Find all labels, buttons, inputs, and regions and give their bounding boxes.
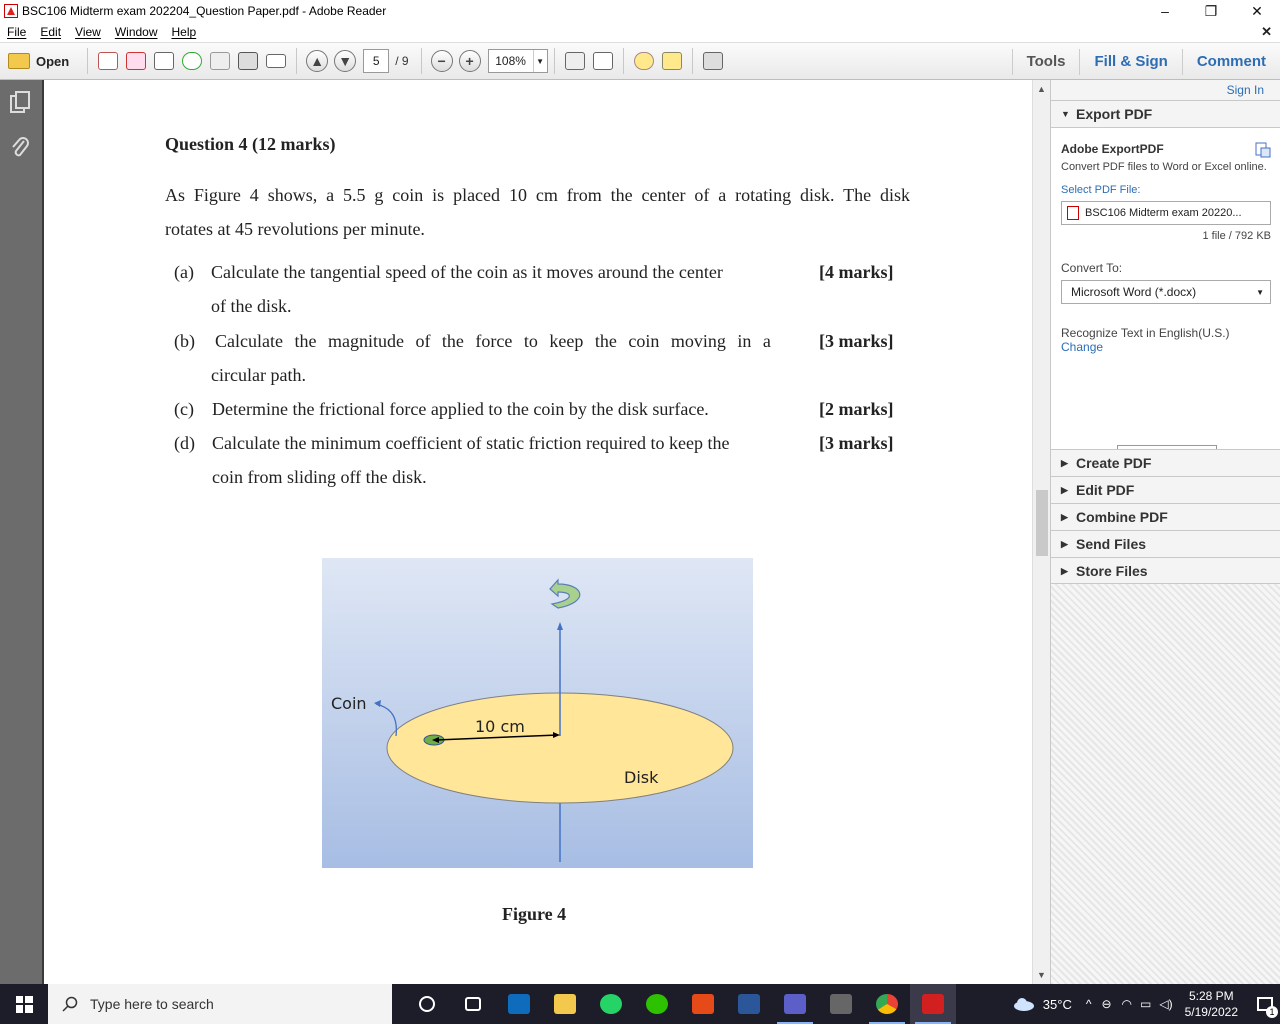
toolbar-divider [692, 48, 693, 74]
coin-pointer-arrowhead [374, 700, 381, 707]
clock-time: 5:28 PM [1188, 989, 1234, 1003]
rotating-disk-diagram [322, 558, 753, 868]
create-pdf-section[interactable] [1051, 449, 1280, 476]
part-text: Calculate the magnitude of the force to keep the coin moving in a [215, 331, 771, 351]
file-explorer-icon[interactable] [542, 984, 588, 1024]
part-label: (c) [174, 399, 194, 419]
toolbar-divider [623, 48, 624, 74]
question-title: Question 4 (12 marks) [165, 134, 336, 154]
edit-pdf-section[interactable] [1051, 476, 1280, 503]
wechat-icon[interactable] [634, 984, 680, 1024]
page-thumbnails-icon[interactable] [8, 90, 32, 114]
section-label: Create PDF [1076, 455, 1152, 471]
disk-label: Disk [624, 768, 659, 787]
page-number-input[interactable]: 5 [363, 49, 389, 73]
pdf-file-icon [1067, 206, 1079, 220]
system-tray [1013, 984, 1280, 1024]
fit-width-icon[interactable] [589, 48, 617, 74]
window-title: BSC106 Midterm exam 202204_Question Paper.pdf - Adobe Reader [22, 4, 387, 18]
toolbar-divider [87, 48, 88, 74]
start-button[interactable] [0, 984, 48, 1024]
coin-label: Coin [331, 694, 367, 713]
show-hidden-icons[interactable]: ^ [1085, 997, 1092, 1011]
figure-4-diagram [322, 558, 753, 868]
minimize-button[interactable]: – [1161, 3, 1169, 19]
menu-view[interactable]: View [75, 25, 101, 39]
windows-taskbar [0, 984, 1280, 1024]
coin-pointer-line [376, 704, 396, 736]
pdf-file-select[interactable] [1061, 201, 1271, 225]
section-label: Store Files [1076, 563, 1148, 579]
distance-label: 10 cm [475, 717, 525, 736]
figure-caption: Figure 4 [502, 904, 567, 924]
section-label: Combine PDF [1076, 509, 1168, 525]
task-view-icon[interactable] [450, 984, 496, 1024]
main-toolbar [0, 43, 1280, 80]
navigation-pane [0, 80, 44, 984]
previous-page-icon[interactable]: ▲ [303, 48, 331, 74]
change-language-link[interactable]: Change [1061, 340, 1104, 354]
part-label: (b) [174, 331, 195, 351]
adobe-reader-taskbar-icon[interactable] [910, 984, 956, 1024]
office-icon[interactable] [680, 984, 726, 1024]
search-icon [62, 996, 78, 1012]
zoom-out-icon[interactable]: − [428, 48, 456, 74]
send-files-section[interactable] [1051, 530, 1280, 557]
scroll-up-icon[interactable]: ▲ [1037, 84, 1046, 94]
document-scrollbar[interactable] [1032, 80, 1050, 984]
combine-files-icon[interactable] [122, 48, 150, 74]
store-files-section[interactable] [1051, 557, 1280, 584]
select-file-label: Select PDF File: [1061, 184, 1141, 196]
scrollbar-thumb[interactable] [1036, 490, 1048, 556]
menu-window[interactable]: Window [114, 25, 158, 39]
scroll-down-icon[interactable]: ▼ [1037, 970, 1046, 980]
attachments-icon[interactable] [8, 135, 32, 159]
full-screen-icon[interactable] [699, 48, 727, 74]
mail-icon[interactable] [496, 984, 542, 1024]
expanded-triangle-icon: ▼ [1061, 109, 1070, 119]
notification-count: 1 [1266, 1006, 1278, 1018]
taskbar-clock[interactable] [1185, 988, 1238, 1020]
menu-bar [0, 22, 1280, 43]
collapsed-triangle-icon: ▶ [1061, 512, 1068, 522]
close-button[interactable]: ✕ [1251, 3, 1263, 19]
selected-file-name: BSC106 Midterm exam 20220... [1085, 207, 1242, 219]
convert-format-value: Microsoft Word (*.docx) [1071, 285, 1197, 299]
export-pdf-panel [1051, 127, 1280, 455]
question-part-b [174, 324, 904, 392]
weather-temperature[interactable]: 35°C [1042, 996, 1072, 1012]
next-page-icon[interactable]: ▼ [331, 48, 359, 74]
create-pdf-icon[interactable] [94, 48, 122, 74]
collapsed-triangle-icon: ▶ [1061, 485, 1068, 495]
part-text: Calculate the minimum coefficient of static friction required to keep the [212, 433, 730, 453]
export-service-name: Adobe ExportPDF [1061, 142, 1164, 156]
ocr-language-text: Recognize Text in English(U.S.) [1061, 326, 1230, 340]
open-button[interactable] [8, 48, 79, 74]
part-label: (a) [174, 262, 194, 282]
weather-cloud-icon [1013, 997, 1035, 1011]
part-text: Calculate the tangential speed of the coin as it moves around the center [211, 262, 723, 282]
page-total: / 9 [395, 54, 409, 68]
tab-comment[interactable]: Comment [1182, 49, 1280, 75]
part-text: Determine the frictional force applied to the coin by the disk surface. [212, 399, 709, 419]
export-description: Convert PDF files to Word or Excel online. [1061, 161, 1267, 173]
open-label: Open [36, 53, 70, 69]
panel-empty-area [1051, 584, 1280, 984]
cortana-icon[interactable] [404, 984, 450, 1024]
toolbar-divider [554, 48, 555, 74]
volume-icon[interactable]: ◁) [1159, 997, 1173, 1011]
rotation-arrow-icon [550, 580, 580, 608]
question-part-d [174, 426, 904, 494]
usb-icon[interactable]: ⊖ [1101, 997, 1112, 1011]
tab-tools[interactable]: Tools [1012, 49, 1080, 75]
collapsed-triangle-icon: ▶ [1061, 539, 1068, 549]
notifications-icon[interactable] [1250, 984, 1280, 1024]
menu-file[interactable]: File [7, 25, 27, 39]
export-pdf-header[interactable] [1051, 100, 1280, 127]
export-doc-icon [1255, 142, 1271, 158]
combine-pdf-section[interactable] [1051, 503, 1280, 530]
part-text: circular path. [211, 365, 306, 385]
tools-panel [1050, 80, 1280, 984]
zoom-value: 108% [495, 54, 526, 68]
wifi-icon[interactable]: ◠ [1121, 997, 1133, 1011]
marks-label: [3 marks] [819, 433, 894, 453]
marks-label: [4 marks] [819, 262, 894, 282]
upload-cloud-icon[interactable] [178, 48, 206, 74]
section-label: Send Files [1076, 536, 1147, 552]
close-document-button[interactable]: ✕ [1261, 24, 1272, 39]
intro-line: As Figure 4 shows, a 5.5 g coin is placed 10 cm from the center of a rotating disk. The disk [165, 185, 910, 205]
section-label: Edit PDF [1076, 482, 1135, 498]
camera-icon[interactable] [818, 984, 864, 1024]
restore-button[interactable]: ❐ [1204, 3, 1218, 19]
zoom-select[interactable] [488, 49, 548, 73]
email-icon[interactable] [262, 48, 290, 74]
collapsed-triangle-icon: ▶ [1061, 566, 1068, 576]
export-pdf-title: Export PDF [1076, 106, 1153, 122]
print-icon[interactable] [234, 48, 262, 74]
menu-help[interactable]: Help [171, 25, 197, 39]
part-text: coin from sliding off the disk. [212, 467, 427, 487]
adobe-reader-icon [4, 4, 18, 18]
zoom-in-icon[interactable]: + [456, 48, 484, 74]
clock-date: 5/19/2022 [1184, 1005, 1238, 1019]
intro-line: rotates at 45 revolutions per minute. [165, 219, 425, 239]
question-part-c [174, 392, 904, 426]
marks-label: [2 marks] [819, 399, 894, 419]
windows-logo-icon [16, 996, 33, 1013]
part-text: of the disk. [211, 296, 292, 316]
title-bar [0, 0, 1280, 22]
convert-to-label: Convert To: [1061, 261, 1123, 275]
file-info: 1 file / 792 KB [1202, 230, 1271, 242]
marks-label: [3 marks] [819, 331, 894, 351]
question-intro [165, 178, 925, 246]
edit-pdf-icon[interactable] [150, 48, 178, 74]
convert-format-select[interactable] [1061, 280, 1271, 304]
fit-page-icon[interactable] [561, 48, 589, 74]
toolbar-divider [421, 48, 422, 74]
chrome-icon[interactable] [864, 984, 910, 1024]
tab-fill-sign[interactable]: Fill & Sign [1079, 49, 1181, 75]
toolbar-divider [296, 48, 297, 74]
sign-in-link[interactable]: Sign In [1226, 83, 1264, 97]
part-label: (d) [174, 433, 195, 453]
search-placeholder: Type here to search [90, 996, 214, 1012]
folder-icon [8, 53, 30, 69]
chevron-down-icon[interactable]: ▼ [533, 50, 547, 72]
highlight-text-icon[interactable] [658, 48, 686, 74]
whatsapp-icon[interactable] [588, 984, 634, 1024]
menu-edit[interactable]: Edit [40, 25, 62, 39]
question-part-a [174, 255, 904, 323]
collapsed-triangle-icon: ▶ [1061, 458, 1068, 468]
teams-icon[interactable] [772, 984, 818, 1024]
document-view [44, 80, 1032, 984]
chevron-down-icon: ▼ [1256, 287, 1264, 297]
sticky-note-icon[interactable] [630, 48, 658, 74]
axis-arrowhead [557, 622, 563, 630]
word-icon[interactable] [726, 984, 772, 1024]
taskbar-search-box[interactable] [48, 984, 392, 1024]
save-icon[interactable] [206, 48, 234, 74]
battery-icon[interactable]: ▭ [1140, 997, 1152, 1011]
